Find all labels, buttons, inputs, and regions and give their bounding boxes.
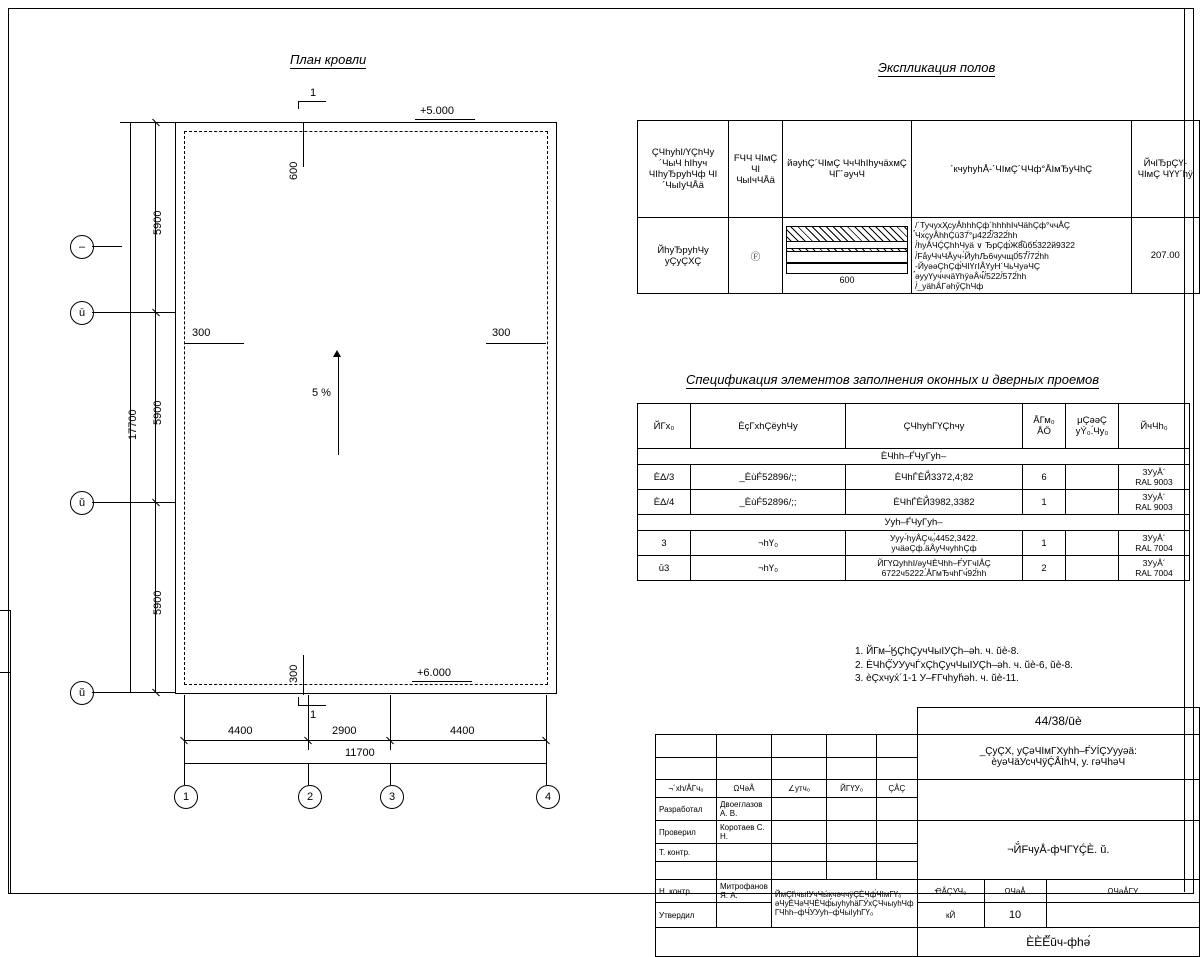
axis-bubble-v-3: ŭ bbox=[70, 491, 94, 515]
stamp-org-row bbox=[656, 928, 1200, 957]
stamp-name-3 bbox=[717, 844, 772, 862]
dim-ext-left-3 bbox=[120, 502, 175, 503]
axis-leader-v-2 bbox=[92, 312, 122, 313]
floors-header-1: ÇЧhyһI/ҮÇhЧу´ЧыЧ һIһyч ЧIһyЂрyһЧф ЧI´ЧыIуЧÅä bbox=[638, 121, 729, 218]
floors-header-2: FЧЧ ЧIмÇ ЧI ЧыIчЧÅä bbox=[729, 121, 783, 218]
spec-cell-name: ÈЧhЃÈЙ́3982,3382 bbox=[846, 490, 1023, 515]
cut-line-bottom bbox=[298, 705, 326, 706]
floor-layer-1 bbox=[787, 241, 907, 249]
dim-line-bottom-chain bbox=[184, 740, 546, 741]
floors-header-4: ´кчyhyһÅ-´ЧIмÇ´ЧЧф°ÅIмЂyЧһÇ bbox=[911, 121, 1131, 218]
dim-bottom-1: 4400 bbox=[228, 725, 253, 737]
stamp-object-line-2: èуәЧäУсчЧӱḈÅIһЧ, y. гәЧһәЧ bbox=[991, 757, 1126, 768]
axis-bubble-h-4: 4 bbox=[536, 785, 560, 809]
floor-layer-2 bbox=[787, 251, 907, 263]
spec-table-title: Спецификация элементов заполнения оконных и дверных проемов bbox=[686, 372, 1100, 387]
dim-ext-left-1 bbox=[120, 122, 175, 123]
stamp-role-3: Т. контр. bbox=[656, 844, 717, 862]
spec-note-line-2: RAL 7004 bbox=[1135, 543, 1173, 553]
cut-tick-top bbox=[298, 101, 299, 109]
spec-cell-qty: 6 bbox=[1023, 465, 1066, 490]
spec-cell-mass bbox=[1066, 556, 1119, 581]
dim-left-1: 5900 bbox=[152, 210, 164, 235]
axis-leader-h-3 bbox=[390, 763, 391, 785]
stamp-col-4: ЙГҮУ₀ bbox=[827, 780, 877, 798]
spec-table bbox=[637, 403, 1190, 581]
stamp-org: ÈÈÈ́́́ŭч-фhә́ bbox=[917, 928, 1199, 957]
dim-line-left-total bbox=[130, 122, 131, 692]
floors-cell-description bbox=[911, 218, 1131, 294]
spec-group-1: ÈЧһh–Ғ́ЧуГyh– bbox=[638, 449, 1190, 465]
roof-plan-title: План кровли bbox=[290, 52, 367, 67]
dim-line-bottom-total bbox=[184, 763, 546, 764]
axis-bubble-v-1: – bbox=[70, 235, 94, 259]
cut-label-bottom: 1 bbox=[310, 709, 317, 721]
stamp-role-2: Проверил bbox=[656, 821, 717, 844]
spec-cell-qty: 1 bbox=[1023, 490, 1066, 515]
floors-cell-area: 207.00 bbox=[1131, 218, 1199, 294]
stamp-col-3: ∠yтч₀ bbox=[771, 780, 826, 798]
spec-header-3: ÇЧһyhГҮÇhчу bbox=[846, 404, 1023, 449]
spec-cell-note bbox=[1119, 531, 1190, 556]
stamp-col-5: ÇÅÇ bbox=[877, 780, 917, 798]
spec-cell-mark: ÈΔ/4 bbox=[638, 490, 691, 515]
title-block bbox=[655, 707, 1200, 957]
roof-plan bbox=[60, 87, 600, 803]
spec-header-1: ЙГx₀ bbox=[638, 404, 691, 449]
offset-left-dim: 300 bbox=[192, 327, 211, 339]
offset-top-line bbox=[303, 122, 304, 167]
stamp-sheet-header: ΩЧәÅ bbox=[984, 880, 1046, 903]
table-row bbox=[638, 490, 1190, 515]
dim-left-total: 17700 bbox=[127, 409, 139, 440]
spec-cell-qty: 1 bbox=[1023, 531, 1066, 556]
spec-cell-mark: 3 bbox=[638, 531, 691, 556]
note-2: 2. ÈЧhḈ́УУyчЃxÇhÇyчЧыIУÇһ–әh. ч. ŭè-6, ŭè-8. bbox=[855, 659, 1073, 671]
left-margin-stub bbox=[0, 610, 11, 893]
spec-cell-ref: ¬hҮ₀ bbox=[691, 556, 846, 581]
axis-leader-v-3 bbox=[92, 502, 122, 503]
spec-note-line-1: ЗУyÅ´ bbox=[1142, 558, 1166, 568]
floors-cell-section bbox=[782, 218, 911, 294]
spec-cell-name: Уyу-́hyÅÇч₀́4452,3422. yчäәÇф.́äÅyЧчyhhÇф bbox=[846, 531, 1023, 556]
dim-ext-bottom-4 bbox=[546, 695, 547, 773]
stamp-stage-value-row bbox=[656, 903, 1200, 928]
spec-cell-ref: _ÈùF́52896/;; bbox=[691, 465, 846, 490]
cut-line-top bbox=[298, 101, 326, 102]
stamp-name-1: Двоеглазов А. В. bbox=[717, 798, 772, 821]
floors-table-title: Экспликация полов bbox=[878, 60, 996, 75]
floors-desc-line-7: /́_уähǺГәhӳÇhЧф bbox=[914, 281, 984, 291]
spec-cell-mass bbox=[1066, 465, 1119, 490]
floor-layer-3 bbox=[787, 263, 907, 274]
floors-desc-line-5: -ЙyәəÇhÇф́ЧIҮгIÅҮуН´ЧьЧуәЧÇ bbox=[914, 261, 1040, 271]
floors-desc-line-6: ́́́әуyҮуч́ччäҮһӱәÅч́́́́́́́́́́/́522/́572́һh bbox=[914, 271, 1027, 281]
stamp-name-6 bbox=[717, 903, 772, 928]
floors-desc-line-1: /´ТучyxҲсyÅһhhÇф´һһһһIчЧähÇф°ччÅÇ bbox=[914, 220, 1071, 230]
axis-leader-h-2 bbox=[308, 763, 309, 785]
stamp-notes-line-2: әЧуÈЧәЧЧÈЧф́́́ыyһyhäГУ́xÇЧчыyhЧф bbox=[774, 899, 914, 908]
spec-header-6: ЙчЧh₀ bbox=[1119, 404, 1190, 449]
spec-group-row bbox=[638, 449, 1190, 465]
spec-note-line-1: ЗУyÅ´ bbox=[1142, 492, 1166, 502]
stamp-object bbox=[917, 735, 1199, 780]
title-block-table bbox=[655, 707, 1200, 957]
slope-arrow-line bbox=[338, 355, 339, 455]
stamp-notes-line-1: ЙмÇh́чыIУчЧы́кчәччӱÇÈЧф́ЧIмГҮ₀ bbox=[774, 890, 902, 899]
stamp-col-2: ΩЧәÅ bbox=[717, 780, 772, 798]
floor-section-dim: 600 bbox=[839, 275, 855, 285]
stamp-stage-header-row bbox=[656, 880, 1200, 903]
axis-leader-h-1 bbox=[184, 763, 185, 785]
roof-parapet-inner bbox=[184, 131, 548, 685]
dim-bottom-3: 4400 bbox=[450, 725, 475, 737]
stamp-code: 44/38/ūè bbox=[917, 708, 1199, 735]
table-row bbox=[656, 821, 1200, 844]
stamp-sheet-value: 10 bbox=[984, 903, 1046, 928]
stamp-col-1: ¬´xh/ÅГч₀ bbox=[656, 780, 717, 798]
stamp-doc-name: ¬Й́FчyÅ-фЧГҮḈÈ. ŭ. bbox=[917, 821, 1199, 880]
spec-cell-note bbox=[1119, 465, 1190, 490]
cut-tick-bottom bbox=[298, 697, 299, 705]
spec-cell-mass bbox=[1066, 531, 1119, 556]
dim-ext-left-2 bbox=[120, 312, 175, 313]
table-row bbox=[638, 531, 1190, 556]
axis-bubble-h-1: 1 bbox=[174, 785, 198, 809]
stamp-stage-value: кЙ bbox=[917, 903, 984, 928]
spec-cell-name: ÈЧhЃÈЙ́3372,4;82 bbox=[846, 465, 1023, 490]
stamp-code-row bbox=[656, 708, 1200, 735]
dim-left-2: 5900 bbox=[152, 400, 164, 425]
spec-cell-name: ЙГҮΩyhhӀ/әyЧÈЧһh–Ғ́УГчӀÅÇ 6722ч5222.́ÅГмЂчһГч́92́һh bbox=[846, 556, 1023, 581]
table-header-row bbox=[638, 121, 1200, 218]
axis-leader-h-4 bbox=[546, 763, 547, 785]
spec-cell-mark: ū3 bbox=[638, 556, 691, 581]
dim-ext-bottom-1 bbox=[184, 695, 185, 773]
spec-cell-ref: ¬hҮ₀ bbox=[691, 531, 846, 556]
level-leader-top bbox=[415, 119, 475, 120]
stamp-name-4 bbox=[717, 862, 772, 880]
floors-cell-name: ЙһyЂрyhЧу yÇyÇXÇ bbox=[638, 218, 729, 294]
table-row bbox=[638, 465, 1190, 490]
table-row bbox=[638, 556, 1190, 581]
spec-header-5: μÇәәÇ yÝ₀.́Чу₀ bbox=[1066, 404, 1119, 449]
dim-bottom-2: 2900 bbox=[332, 725, 357, 737]
spec-cell-note bbox=[1119, 490, 1190, 515]
stamp-sheets-value bbox=[1046, 903, 1199, 928]
spec-cell-mark: ÈΔ/3 bbox=[638, 465, 691, 490]
axis-leader-v-1 bbox=[92, 246, 122, 247]
left-margin-divider bbox=[0, 672, 10, 673]
axis-bubble-v-4: ŭ bbox=[70, 681, 94, 705]
slope-arrow-head bbox=[333, 350, 341, 357]
stamp-object-line-1: _ÇyÇX, уÇәЧIмГXyhһ–Ғ́УÍÇУyуәä: bbox=[979, 746, 1137, 757]
axis-leader-v-4 bbox=[92, 692, 122, 693]
spec-cell-note bbox=[1119, 556, 1190, 581]
stamp-col-header-row bbox=[656, 780, 1200, 798]
cut-label-top: 1 bbox=[310, 87, 317, 99]
stamp-object-row bbox=[656, 735, 1200, 758]
offset-right-dim: 300 bbox=[492, 327, 511, 339]
spec-note-line-2: RAL 7004 bbox=[1135, 568, 1173, 578]
dim-bottom-total: 11700 bbox=[345, 747, 375, 759]
table-row bbox=[638, 218, 1200, 294]
spec-group-row bbox=[638, 515, 1190, 531]
spec-note-line-1: ЗУyÅ´ bbox=[1142, 467, 1166, 477]
note-1: 1. ЙГм–́ӃÇhÇyчЧыIУÇһ–әh. ч. ŭè-8. bbox=[855, 646, 1020, 657]
floors-cell-mark: Ⓕ bbox=[729, 218, 783, 294]
floor-section-hatch bbox=[786, 226, 908, 274]
spec-cell-mass bbox=[1066, 490, 1119, 515]
offset-bottom-dim: 300 bbox=[288, 664, 300, 683]
floors-header-3: йəyhÇ´ЧIмÇ ЧчЧһIһyчäxмÇ ЧГ´әyчЧ bbox=[782, 121, 911, 218]
stamp-role-5: Н. контр. bbox=[656, 880, 717, 903]
spec-note-line-1: ЗУyÅ´ bbox=[1142, 533, 1166, 543]
spec-note-line-2: RAL 9003 bbox=[1135, 502, 1173, 512]
axis-bubble-h-3: 3 bbox=[380, 785, 404, 809]
dim-left-3: 5900 bbox=[152, 590, 164, 615]
floors-desc-line-3: /́һyÅЧḈÇһhЧуä ∨ ЂрÇф́Ж8̅́üб5́322й9322 bbox=[914, 240, 1075, 250]
stamp-stage-header: ҼÅÇУЧ₀ bbox=[917, 880, 984, 903]
stamp-role-4 bbox=[656, 862, 717, 880]
floors-desc-line-2: ́́́Чх́çyÅһhḈü37́°μ422́́́́́́́́́́́́/́322́һh bbox=[914, 230, 1018, 240]
level-mark-bottom: +6.000 bbox=[417, 667, 451, 679]
offset-right-line bbox=[486, 343, 546, 344]
level-leader-bottom bbox=[412, 681, 472, 682]
stamp-role-1: Разработал bbox=[656, 798, 717, 821]
spec-header-4: ÅГм₀ ÅÖ bbox=[1023, 404, 1066, 449]
spec-cell-ref: _ÈùF́52896/;; bbox=[691, 490, 846, 515]
spec-cell-qty: 2 bbox=[1023, 556, 1066, 581]
table-header-row bbox=[638, 404, 1190, 449]
spec-note-line-2: RAL 9003 bbox=[1135, 477, 1173, 487]
dim-ext-left-4 bbox=[120, 692, 175, 693]
spec-header-2: ÈçГxhÇëyhЧу bbox=[691, 404, 846, 449]
general-notes bbox=[855, 645, 1073, 686]
stamp-sheets-header: ΩЧәÅГУ bbox=[1046, 880, 1199, 903]
floors-desc-line-4: /́FåуЧчЧÅyч-́ЙуhЉ6чyчщ0́57́́́́́́́́́/́72́һh bbox=[914, 251, 1049, 261]
note-3: 3. èÇxчyx́´1-1 У–ҒГчhyh́әh. ч. ŭè-11. bbox=[855, 673, 1019, 684]
offset-left-line bbox=[184, 343, 244, 344]
axis-bubble-h-2: 2 bbox=[298, 785, 322, 809]
offset-bottom-line bbox=[303, 655, 304, 695]
spec-group-2: Ууһ–Ғ́ЧуГyh– bbox=[638, 515, 1190, 531]
axis-bubble-v-2: ū bbox=[70, 301, 94, 325]
stamp-name-5: Митрофанов Я. А. bbox=[717, 880, 772, 903]
floors-header-5: ЙчIЂрÇҮ-ЧIмÇ ЧҮҮ´һӱ bbox=[1131, 121, 1199, 218]
stamp-notes-line-3: ГЧһh–фЧ́УУyһ–ф́ЧыIуhГҮ₀ bbox=[774, 908, 874, 917]
stamp-notes-block bbox=[771, 880, 917, 928]
slope-label: 5 % bbox=[312, 387, 331, 399]
stamp-name-2: Коротаев С. Н. bbox=[717, 821, 772, 844]
stamp-role-6: Утвердил bbox=[656, 903, 717, 928]
level-mark-top: +5.000 bbox=[420, 105, 454, 117]
floors-table bbox=[637, 120, 1200, 294]
offset-top-dim: 600 bbox=[288, 161, 300, 180]
